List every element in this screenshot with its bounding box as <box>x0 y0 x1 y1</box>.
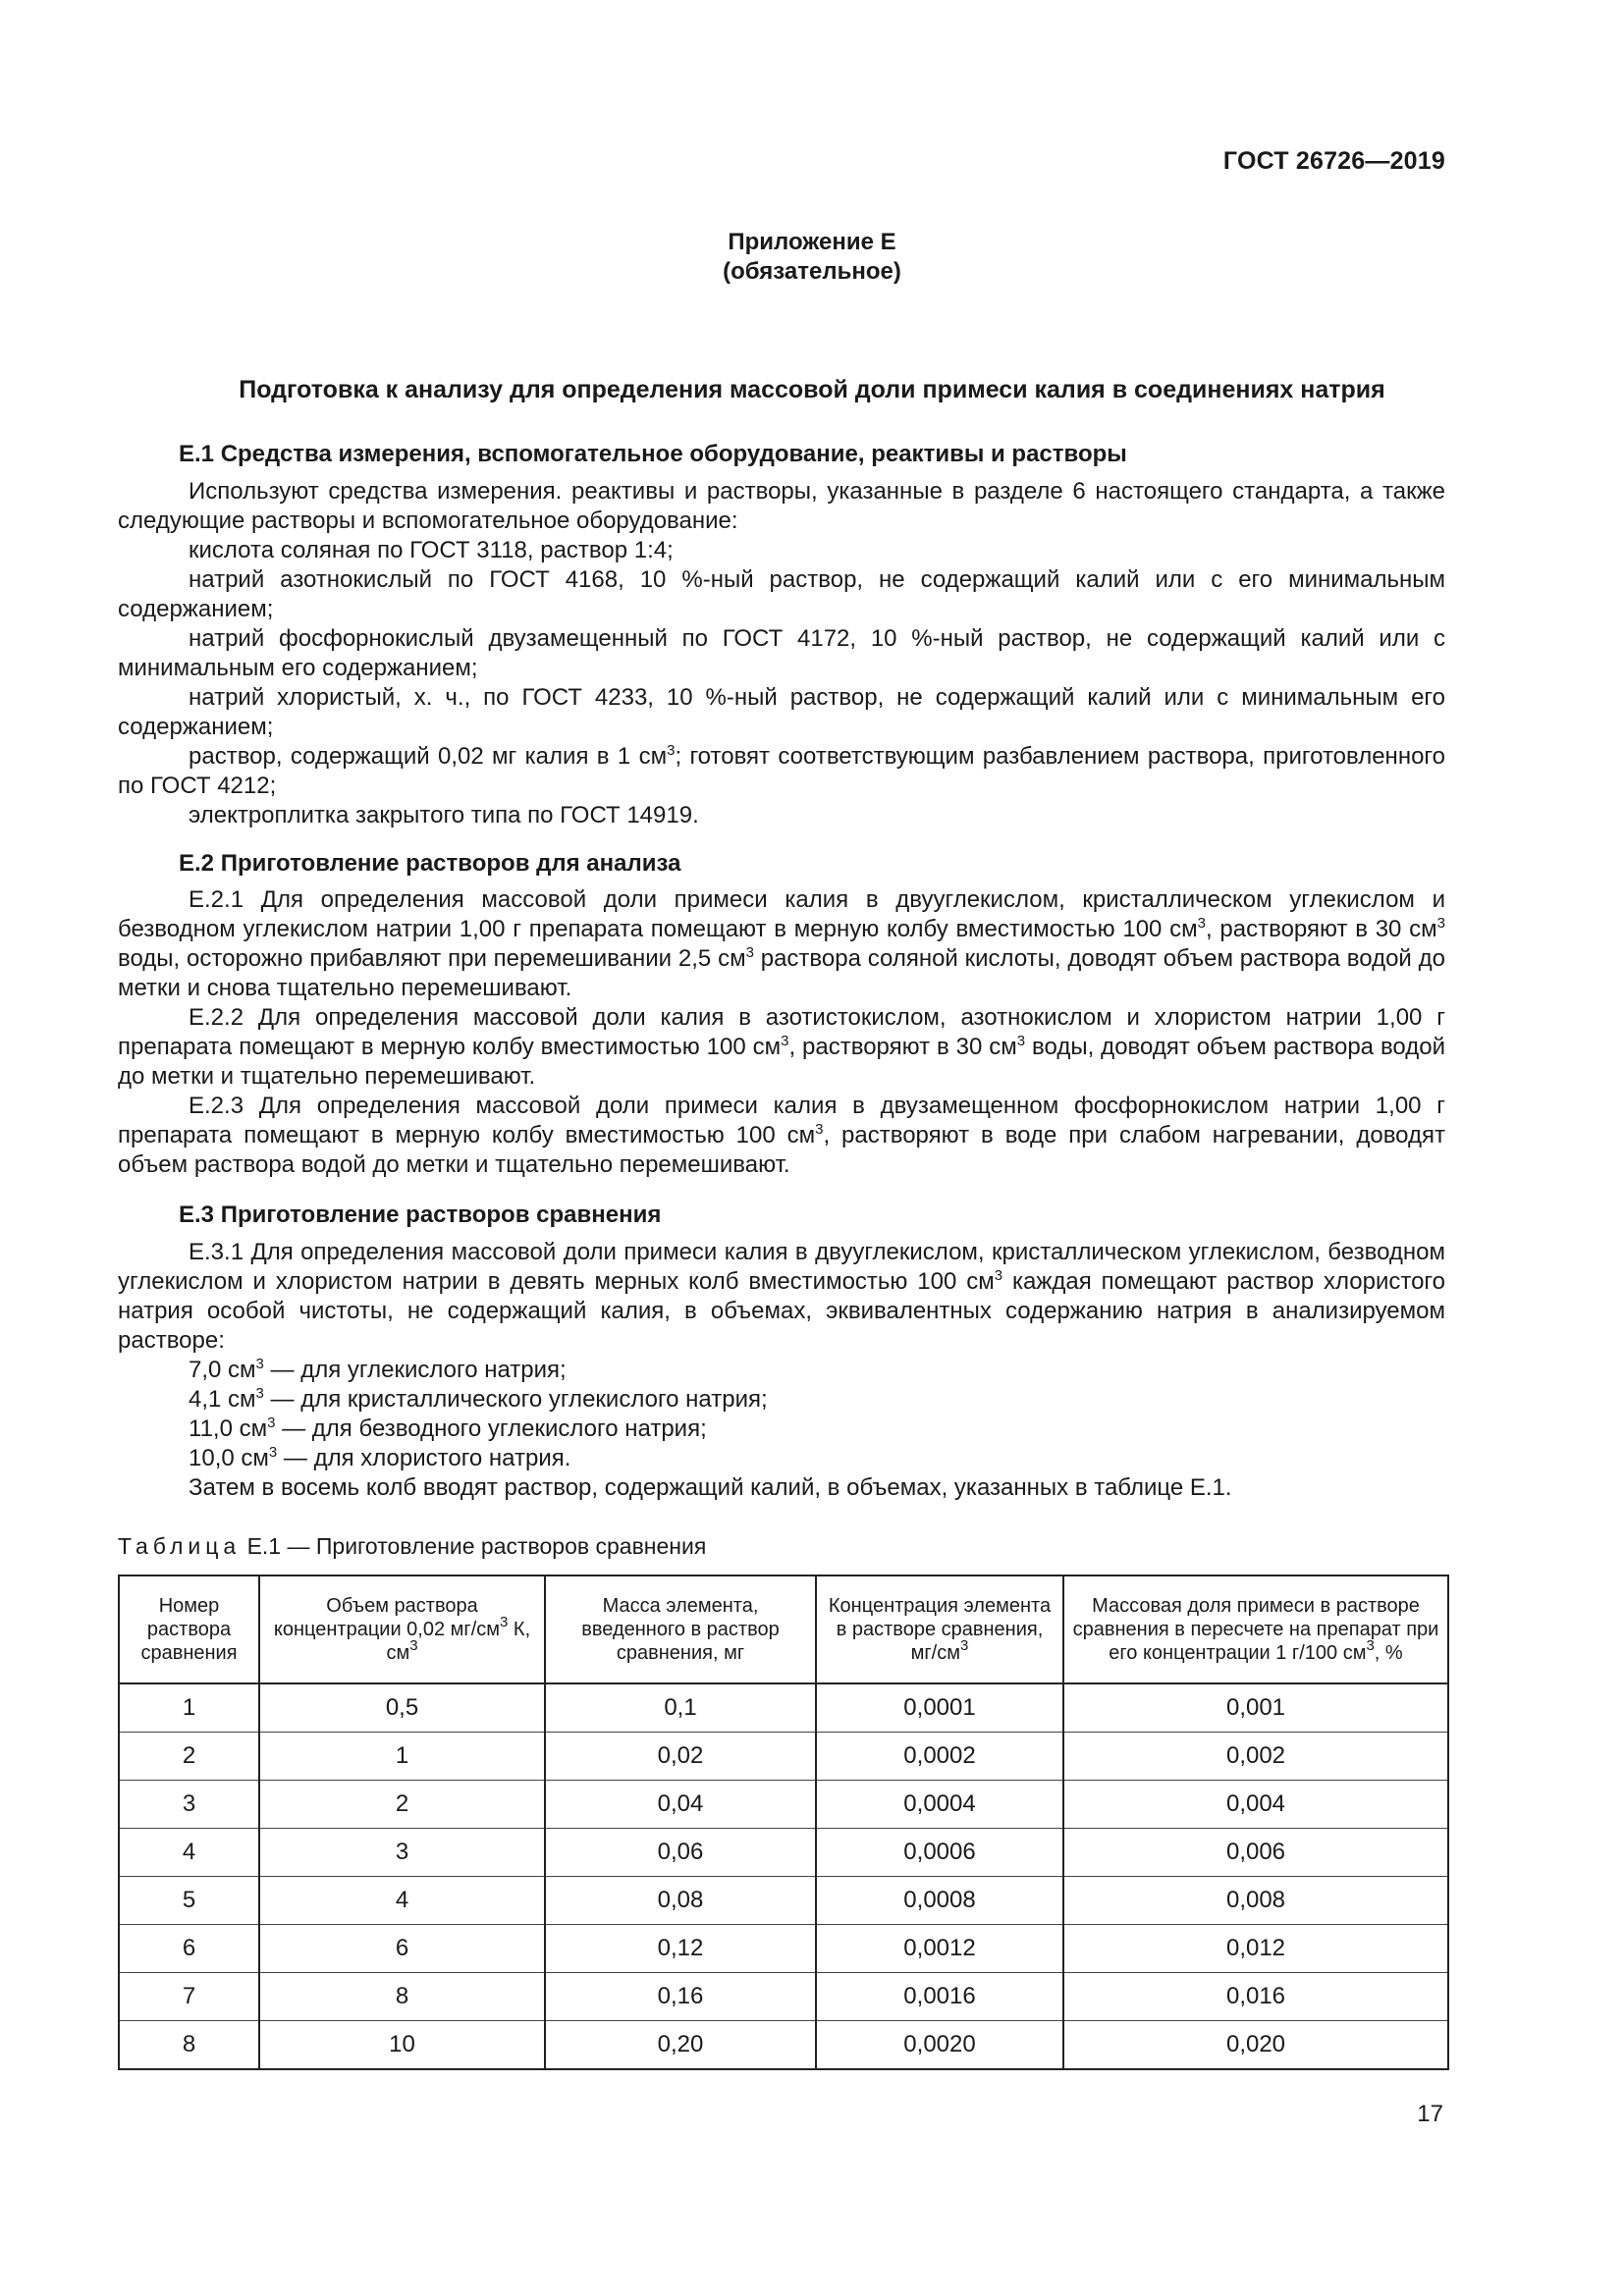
section-e2-heading: Е.2 Приготовление растворов для анализа <box>179 850 681 877</box>
standard-number: ГОСТ 26726—2019 <box>1222 147 1445 175</box>
e3-closing: Затем в восемь колб вводят раствор, содержащий калий, в объемах, указанных в таблице Е.1. <box>189 1474 1232 1501</box>
cell-mass-fraction: 0,002 <box>1063 1733 1448 1781</box>
section-e3-heading: Е.3 Приготовление растворов сравнения <box>179 1201 662 1228</box>
cell-number: 3 <box>119 1781 259 1829</box>
table-row <box>119 1829 1448 1877</box>
table-row <box>119 1877 1448 1925</box>
e3-volume-item: 11,0 $см^3$ — для безводного углекислого натрия; <box>189 1415 707 1442</box>
cell-volume: 10 <box>259 2021 545 2070</box>
cell-number: 2 <box>119 1733 259 1781</box>
cell-number: 7 <box>119 1973 259 2021</box>
cell-mass: 0,04 <box>545 1781 816 1829</box>
table-row <box>119 1781 1448 1829</box>
cell-volume: 6 <box>259 1925 545 1973</box>
e1-item: натрий фосфорнокислый двузамещенный по ГОСТ 4172, 10 %-ный раствор, не содержащий калий или с минимальным его содержанием; <box>118 625 1445 681</box>
e1-item: раствор, содержащий 0,02 мг калия в 1 $см^3$; готовят соответствующим разбавлением раствора, приготовленного по ГОСТ 4212; <box>118 742 1445 799</box>
table-caption: Таблица Е.1 — Приготовление растворов сравнения <box>118 1533 707 1559</box>
cell-number: 5 <box>119 1877 259 1925</box>
cell-mass-fraction: 0,012 <box>1063 1925 1448 1973</box>
table-row <box>119 1683 1448 1733</box>
cell-mass: 0,16 <box>545 1973 816 2021</box>
e2-paragraph-1: Е.2.1 Для определения массовой доли примеси калия в двууглекислом, кристаллическом углекислом и безводном углекислом натрии 1,00 г препарата помещают в мерную колбу вместимостью 100 $см^3$, растворяют в 30 $см^3$ воды, осторожно прибавляют при перемешивании 2,5 $см^3$ раствора соляной кислоты, доводят объем раствора водой до метки и снова тщательно перемешивают. <box>118 886 1445 1001</box>
e1-item: натрий хлористый, х. ч., по ГОСТ 4233, 10 %-ный раствор, не содержащий калий или с минимальным его содержанием; <box>118 684 1445 740</box>
cell-concentration: 0,0008 <box>816 1877 1063 1925</box>
cell-volume: 3 <box>259 1829 545 1877</box>
cell-mass: 0,06 <box>545 1829 816 1877</box>
e3-volume-item: 10,0 $см^3$ — для хлористого натрия. <box>189 1444 571 1471</box>
cell-mass: 0,02 <box>545 1733 816 1781</box>
cell-mass-fraction: 0,020 <box>1063 2021 1448 2070</box>
cell-mass-fraction: 0,001 <box>1063 1683 1448 1733</box>
cell-mass-fraction: 0,006 <box>1063 1829 1448 1877</box>
header-element-mass: Масса элемента, введенного в раствор сравнения, мг <box>545 1575 816 1683</box>
section-e1-body <box>118 477 1445 830</box>
cell-volume: 2 <box>259 1781 545 1829</box>
e3-volume-item: 4,1 $см^3$ — для кристаллического углекислого натрия; <box>189 1385 768 1413</box>
table-row <box>119 1925 1448 1973</box>
cell-mass: 0,1 <box>545 1683 816 1733</box>
cell-number: 6 <box>119 1925 259 1973</box>
cell-volume: 4 <box>259 1877 545 1925</box>
cell-mass: 0,08 <box>545 1877 816 1925</box>
cell-volume: 0,5 <box>259 1683 545 1733</box>
e2-paragraph-3: Е.2.3 Для определения массовой доли примеси калия в двузамещенном фосфорнокислом натрии 1,00 г препарата помещают в мерную колбу вместимостью 100 $см^3$, растворяют в воде при слабом нагревании, доводят объем раствора водой до метки и тщательно перемешивают. <box>118 1093 1445 1178</box>
cell-mass-fraction: 0,016 <box>1063 1973 1448 2021</box>
cell-volume: 1 <box>259 1733 545 1781</box>
table-header-row <box>119 1575 1448 1683</box>
cell-concentration: 0,0002 <box>816 1733 1063 1781</box>
cell-concentration: 0,0020 <box>816 2021 1063 2070</box>
cell-volume: 8 <box>259 1973 545 2021</box>
e1-item: электроплитка закрытого типа по ГОСТ 14919. <box>189 802 699 828</box>
cell-mass: 0,20 <box>545 2021 816 2070</box>
cell-concentration: 0,0012 <box>816 1925 1063 1973</box>
header-solution-number: Номер раствора сравнения <box>119 1575 259 1683</box>
main-title: Подготовка к анализу для определения массовой доли примеси калия в соединениях натрия <box>239 376 1385 403</box>
e1-intro: Используют средства измерения. реактивы и растворы, указанные в разделе 6 настоящего стандарта, а также следующие растворы и вспомогательное оборудование: <box>118 478 1445 534</box>
section-e1-heading: Е.1 Средства измерения, вспомогательное оборудование, реактивы и растворы <box>179 441 1127 467</box>
header-concentration: Концентрация элемента в растворе сравнения, $мг/см^3$ <box>816 1575 1063 1683</box>
table-row <box>119 1733 1448 1781</box>
appendix-title: Приложение Е <box>728 229 896 255</box>
cell-concentration: 0,0006 <box>816 1829 1063 1877</box>
cell-number: 8 <box>119 2021 259 2070</box>
e3-paragraph-1: Е.3.1 Для определения массовой доли примеси калия в двууглекислом, кристаллическом углекислом, безводном углекислом и хлористом натрии в девять мерных колб вместимостью 100 $см^3$ каждая помещают раствор хлористого натрия особой чистоты, не содержащий калия, в объемах, эквивалентных содержанию натрия в анализируемом растворе: <box>118 1239 1445 1354</box>
e1-item: кислота соляная по ГОСТ 3118, раствор 1:4; <box>189 537 674 563</box>
e2-paragraph-2: Е.2.2 Для определения массовой доли калия в азотистокислом, азотнокислом и хлористом натрии 1,00 г препарата помещают в мерную колбу вместимостью 100 $см^3$, растворяют в 30 $см^3$ воды, доводят объем раствора водой до метки и тщательно перемешивают. <box>118 1004 1446 1090</box>
table-row <box>119 1973 1448 2021</box>
cell-number: 4 <box>119 1829 259 1877</box>
cell-concentration: 0,0004 <box>816 1781 1063 1829</box>
comparison-solutions-table <box>118 1575 1449 2070</box>
cell-mass-fraction: 0,004 <box>1063 1781 1448 1829</box>
header-mass-fraction: Массовая доля примеси в растворе сравнения в пересчете на препарат при его концентрации 1 г/100 $см^3$, % <box>1063 1575 1448 1683</box>
cell-number: 1 <box>119 1683 259 1733</box>
cell-concentration: 0,0016 <box>816 1973 1063 2021</box>
appendix-status: (обязательное) <box>723 258 901 285</box>
cell-mass: 0,12 <box>545 1925 816 1973</box>
cell-concentration: 0,0001 <box>816 1683 1063 1733</box>
e1-item: натрий азотнокислый по ГОСТ 4168, 10 %-ный раствор, не содержащий калий или с его минимальным содержанием; <box>118 566 1445 622</box>
page-number: 17 <box>1417 2101 1443 2127</box>
header-solution-volume: Объем раствора концентрации 0,02 $мг/см^3$ К, $см^3$ <box>259 1575 545 1683</box>
section-e2-body <box>118 885 1445 1180</box>
section-e3-body <box>118 1238 1445 1503</box>
table-row <box>119 2021 1448 2070</box>
e3-volume-item: 7,0 $см^3$ — для углекислого натрия; <box>189 1356 567 1383</box>
cell-mass-fraction: 0,008 <box>1063 1877 1448 1925</box>
